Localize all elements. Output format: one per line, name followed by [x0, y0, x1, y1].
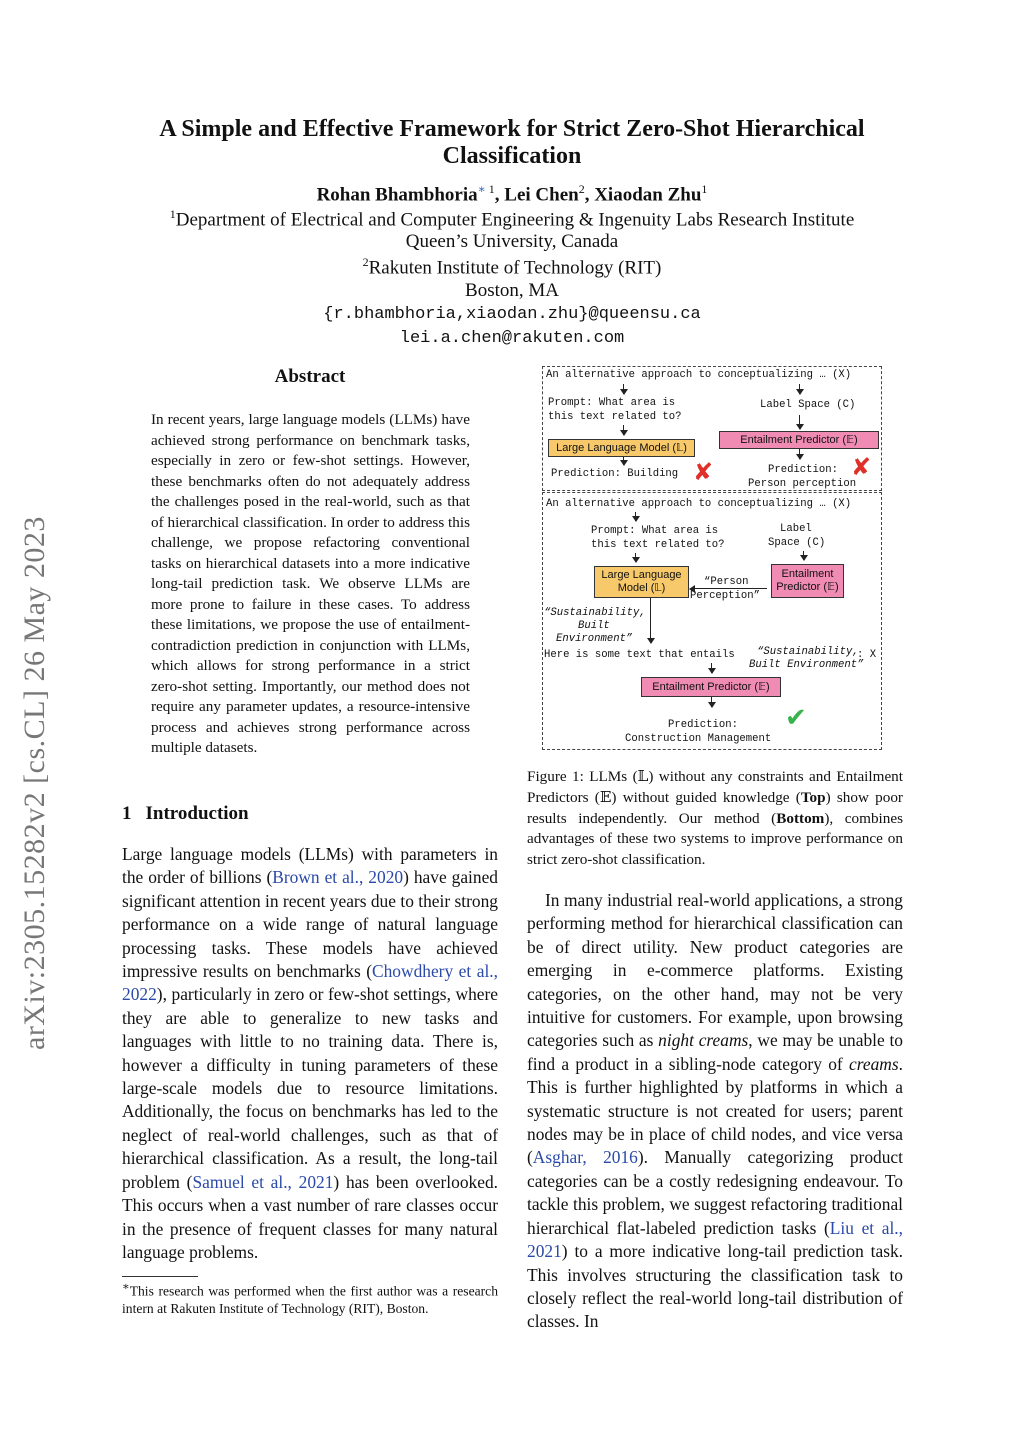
author-2: , Lei Chen [494, 184, 579, 206]
cross-icon: ✘ [693, 458, 714, 486]
author-3: , Xiaodan Zhu [584, 184, 702, 206]
bottom-prediction-line2: Construction Management [625, 733, 772, 745]
bottom-ent-line2: Predictor (𝔼) [776, 581, 839, 593]
footnote-text: This research was performed when the first author was a research intern at Rakuten Institute of Technology (RIT), Boston. [122, 1283, 498, 1316]
affiliation-1-line2: Queen’s University, Canada [405, 231, 619, 252]
footnote [122, 1279, 498, 1317]
arrow-down-icon [711, 697, 712, 707]
bottom-llm-line2: Model (𝕃) [617, 582, 666, 594]
email-1: {r.bhambhoria,xiaodan.zhu}@queensu.ca [323, 305, 701, 324]
right-text-2: , we may be unable to find a product in a sibling-node category of [527, 1030, 903, 1074]
caption-text-3: ), combines advantages of these two systems to improve performance on strict zero-shot classification. [527, 809, 904, 869]
sustainability-line3: Environment” [556, 633, 633, 645]
affiliation-1 [100, 207, 924, 231]
bottom-entailment-box-2: Entailment Predictor (𝔼) [641, 677, 781, 697]
sustainability-line1: “Sustainability, [544, 607, 646, 619]
bottom-label-line1: Label [780, 523, 812, 535]
bottom-entailment-box [771, 564, 844, 598]
top-prompt-line1: Prompt: What area is [548, 397, 676, 409]
arrow-down-icon [623, 425, 624, 435]
abstract-text: In recent years, large language models (LLMs) have achieved strong performance on benchmark tasks, especially in zero or few-shot settings. However, these benchmarks often do not adequately address the challenges posed in the real-world, such as that of hierarchical classification. In order to address this challenge, we propose refactoring conventional tasks on hierarchical datasets into a more indicative long-tail prediction task. We observe LLMs are more prone to failure in these cases. To address these limitations, we propose the use of entailment-contradiction prediction in conjunction with LLMs, which allows for strong performance in a strict zero-shot setting. Importantly, our method does not require any parameter updates, a resource-intensive process and achieves strong performance across multiple datasets. [151, 411, 470, 756]
arrow-down-icon [635, 553, 636, 562]
arrow-down-icon [799, 449, 800, 459]
author-3-affil: 1 [701, 182, 708, 196]
figure-caption [527, 767, 903, 871]
arrow-down-icon [650, 598, 651, 643]
intro-paragraph [122, 843, 498, 1264]
top-label-space: Label Space (C) [760, 399, 856, 411]
right-text-3: . This is further highlighted by platforms in which a systematic structure is not created for users; parent nodes may be in place of child nodes, and vice versa ( [527, 1053, 903, 1168]
bottom-prediction-line1: Prediction: [668, 719, 738, 731]
right-text-1: In many industrial real-world applications, a strong performing method for hierarchical classification can be of direct utility. New product categories are emerging in e-commerce platforms. Existing categories, on the other hand, may not be very intuitive for customers. For example, upon browsing categories such as [527, 890, 903, 1051]
citation-samuel-2021[interactable]: Samuel et al., 2021 [192, 1171, 334, 1192]
top-prediction-right-line1: Prediction: [768, 464, 838, 476]
caption-text-1: Figure 1: LLMs (𝕃) without any constraints and Entailment Predictors (𝔼) without guided knowledge ( [527, 768, 903, 806]
bottom-prompt-line1: Prompt: What area is [591, 525, 719, 537]
top-llm-box: Large Language Model (𝕃) [548, 439, 695, 457]
right-column-paragraph [527, 889, 903, 1334]
right-text-4: ). Manually categorizing product categories can be a costly redesigning endeavour. To tackle this problem, we suggest refactoring traditional hierarchical flat-labeled prediction tasks ( [527, 1147, 903, 1238]
author-list [100, 182, 924, 206]
paper-title: A Simple and Effective Framework for Strict Zero-Shot Hierarchical Classification [159, 116, 865, 169]
figure-1 [540, 366, 884, 754]
citation-brown-2020[interactable]: Brown et al., 2020 [272, 867, 404, 888]
entails-quote-line1: “Sustainability, [757, 646, 859, 658]
citation-chowdhery-2022[interactable]: Chowdhery et al., 2022 [122, 961, 498, 1005]
bottom-ent-line1: Entailment [781, 568, 834, 580]
person-perception-line2: Perception” [690, 590, 760, 602]
arrow-down-icon [799, 415, 800, 429]
arrow-down-icon [623, 457, 624, 465]
author-1-footnote-mark[interactable]: ∗ [477, 182, 486, 196]
intro-text-4: ) has been overlooked. This occurs when a vast number of rare classes occur in the presence of frequent classes for many natural language problems. [122, 1171, 498, 1262]
intro-text-2: ) have gained significant attention in recent years due to their strong performance on a wide range of natural language processing tasks. These models have achieved impressive results on benchmarks ( [122, 867, 498, 982]
arrow-down-icon [711, 663, 712, 673]
caption-bottom: Bottom [776, 809, 825, 827]
citation-asghar-2016[interactable]: Asghar, 2016 [532, 1147, 638, 1168]
arxiv-identifier: arXiv:2305.15282v2 [cs.CL] 26 May 2023 [18, 516, 51, 1050]
citation-liu-2021[interactable]: Liu et al., 2021 [527, 1217, 903, 1262]
sustainability-line2: Built [578, 620, 610, 632]
abstract-heading: Abstract [274, 366, 346, 387]
arrow-down-icon [799, 384, 800, 394]
entails-prompt: Here is some text that entails [544, 649, 735, 661]
entails-x: : X [857, 649, 877, 661]
caption-text-2: ) show poor results independently. Our method ( [527, 788, 903, 827]
footnote-divider [122, 1276, 198, 1277]
bottom-llm-line1: Large Language [601, 569, 682, 581]
entails-quote-line2: Built Environment” [749, 659, 864, 671]
bottom-llm-box [594, 566, 689, 598]
intro-text-1: Large language models (LLMs) with parameters in the order of billions ( [122, 844, 498, 888]
section-number: 1 [122, 803, 132, 824]
top-prediction-left: Prediction: Building [551, 468, 679, 480]
bottom-label-line2: Space (C) [768, 537, 826, 549]
arrow-left-icon [691, 588, 767, 589]
affiliation-1-mark: 1 [169, 207, 176, 221]
top-panel-header: An alternative approach to conceptualizing … (X) [546, 369, 852, 381]
affiliation-1-text: Department of Electrical and Computer Engineering & Ingenuity Labs Research Institute [175, 209, 855, 231]
top-prompt-line2: this text related to? [548, 411, 682, 423]
figure-top-panel [542, 366, 882, 491]
section-heading [122, 803, 249, 825]
top-prediction-right-line2: Person perception [748, 478, 857, 490]
affiliation-2-line2: Boston, MA [465, 280, 559, 301]
author-1-affil: 1 [485, 182, 495, 196]
author-1: Rohan Bhambhoria [316, 184, 478, 206]
emphasis-creams: creams [849, 1053, 899, 1074]
check-icon: ✔ [785, 703, 807, 733]
bottom-prompt-line2: this text related to? [591, 539, 725, 551]
section-title: Introduction [145, 803, 249, 824]
author-2-affil: 2 [578, 182, 585, 196]
cross-icon: ✘ [851, 453, 872, 481]
email-2: lei.a.chen@rakuten.com [399, 329, 625, 348]
arrow-down-icon [635, 512, 636, 521]
arrow-down-icon [623, 384, 624, 394]
affiliation-2-text: Rakuten Institute of Technology (RIT) [368, 257, 662, 279]
affiliation-2-mark: 2 [362, 255, 369, 269]
caption-top: Top [800, 788, 826, 806]
arrow-down-icon [803, 551, 804, 560]
top-entailment-box: Entailment Predictor (𝔼) [719, 431, 879, 449]
affiliation-2 [100, 255, 924, 279]
footnote-mark: ∗ [122, 1281, 130, 1293]
figure-bottom-panel [542, 492, 882, 750]
emphasis-night-creams: night creams [658, 1030, 749, 1051]
right-text-5: ) to a more indicative long-tail prediction task. This involves structuring the classification task to closely reflect the real-world long-tail distribution of classes. In [527, 1241, 903, 1332]
intro-text-3: ), particularly in zero or few-shot settings, where they are able to generalize to new tasks and languages with little to no training data. There is, however a difficulty in tuning parameters of these large-scale models due to resource limitations. Additionally, the focus on benchmarks has led to the neglect of real-world challenges, such as that of hierarchical classification. As a result, the long-tail problem ( [122, 984, 498, 1192]
bottom-panel-header: An alternative approach to conceptualizing … (X) [546, 498, 852, 510]
person-perception-line1: “Person [704, 576, 749, 588]
